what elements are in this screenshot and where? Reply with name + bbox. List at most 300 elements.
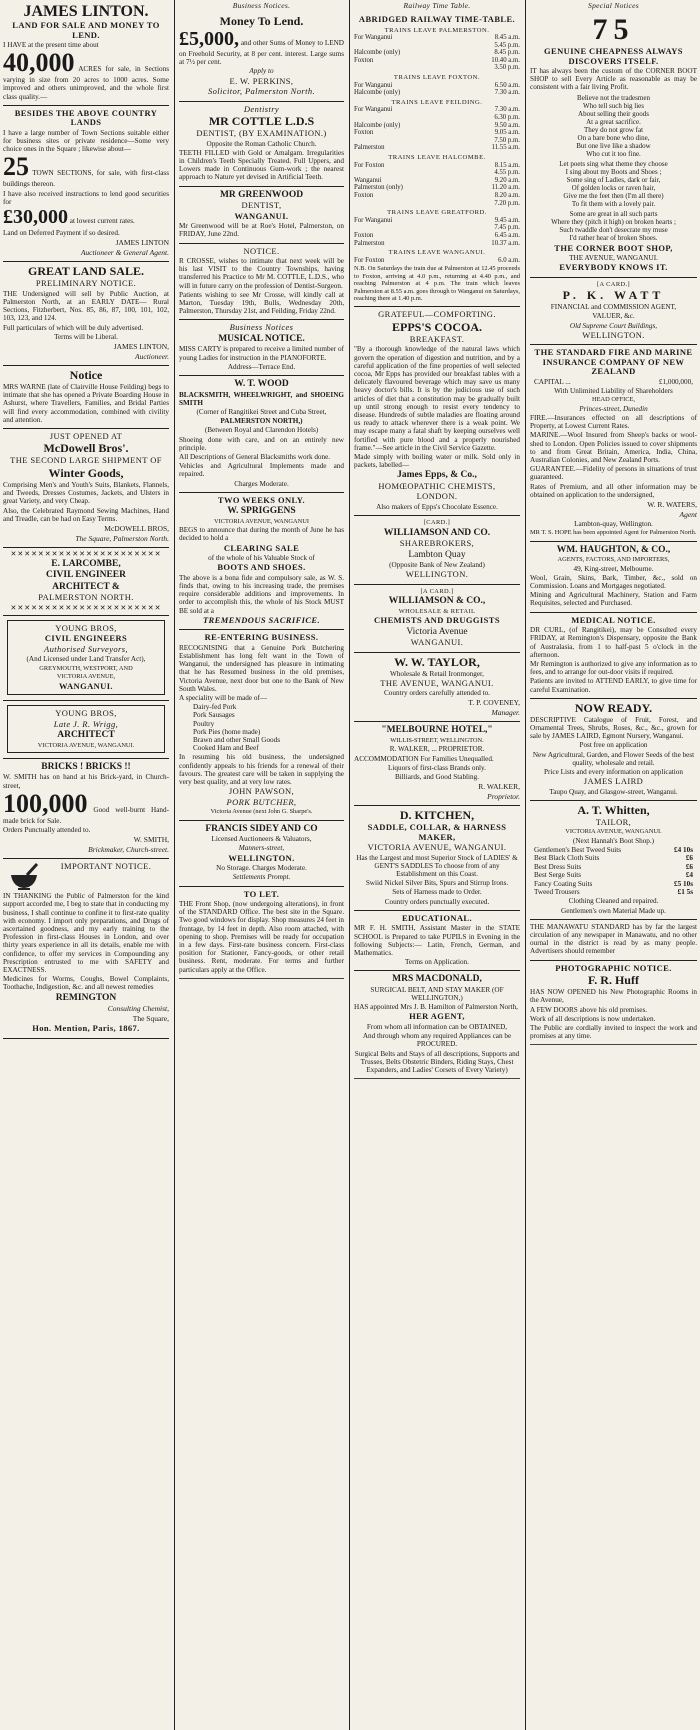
ad-line: (And Licensed under Land Transfer Act), xyxy=(26,655,146,664)
timetable-time: 8.15 a.m. xyxy=(494,161,520,169)
ad-sacrifice: TREMENDOUS SACRIFICE. xyxy=(202,614,321,625)
signature: E. W. PERKINS, xyxy=(229,75,294,86)
ad-line: CIVIL ENGINEER xyxy=(46,570,126,581)
poem xyxy=(530,210,697,242)
timetable-time: 11.55 a.m. xyxy=(491,144,520,152)
ad-haughton xyxy=(530,542,697,613)
ad-body: R CROSSE, wishes to intimate that next week will be his last VISIT to the Country Townships, having transferred his Practice to Mr M. COTTLE, L.D.S., who will in future carry on the profession of Dentist-Surgeon. xyxy=(179,257,344,290)
ad-body: Shoeing done with care, and on an entirely new principle. xyxy=(179,435,344,452)
poem-line: Where they (pitch it high) on broken hearts ; xyxy=(551,217,676,226)
ad-cottle xyxy=(179,102,344,187)
signature: JAMES LINTON xyxy=(115,238,169,248)
ad-address: VICTORIA AVENUE, WANGANUI xyxy=(214,517,309,525)
ad-trade: Wholesale & Retail Ironmonger, xyxy=(390,669,484,678)
ad-title: MR GREENWOOD xyxy=(219,189,304,200)
signature-title: Manager. xyxy=(491,708,520,718)
ad-kicker: Dentistry xyxy=(243,103,280,114)
ad-body: Gentlemen's own Material Made up. xyxy=(561,906,666,915)
column-2 xyxy=(176,0,347,1730)
timetable-title: ABRIDGED RAILWAY TIME-TABLE. xyxy=(358,14,516,24)
ad-name: A. T. Whitten, xyxy=(577,802,650,817)
ad-linton-land xyxy=(3,0,169,106)
ad-city: WELLINGTON. xyxy=(405,569,469,580)
ad-line: CIVIL ENGINEERS xyxy=(44,633,128,644)
ad-taylor xyxy=(354,653,520,723)
column-4 xyxy=(527,0,700,1730)
timetable-destination: Wanganui xyxy=(354,176,382,184)
column-3 xyxy=(351,0,523,1730)
ad-title: YOUNG BROS, xyxy=(55,622,117,633)
ad-title: E. LARCOMBE, xyxy=(51,558,121,569)
timetable-destination: Palmerston xyxy=(354,239,385,247)
timetable-time: 7.50 p.m. xyxy=(494,136,520,144)
ad-corner-boot-shop xyxy=(530,12,697,278)
timetable-row xyxy=(354,144,520,152)
ad-body: BLACKSMITH, WHEELWRIGHT, and SHOEING SMITH xyxy=(179,390,344,407)
list-item: Pork Sausages xyxy=(193,711,235,720)
ad-title: "MELBOURNE HOTEL," xyxy=(381,725,493,736)
ad-trade: CHEMISTS AND DRUGGISTS xyxy=(374,615,500,626)
ad-body: at lowest current rates. xyxy=(69,217,135,226)
ad-body: THE Undersigned will sell by Public Auction, at Palmerston North, at an EARLY DATE— Rural Sections, Fitzherbert, Nos. 85, 86, 87, 100, 101, 102, 103, 123, and 124. xyxy=(3,289,169,323)
ad-line: Late J. R. Wrigg, xyxy=(53,718,119,729)
ad-body: Orders Punctually attended to. xyxy=(3,826,91,835)
timetable-time: 10.40 a.m. xyxy=(491,56,520,64)
ad-card: [A CARD.] xyxy=(596,280,631,288)
ad-body: And through whom any required Appliances can be PROCURED. xyxy=(362,1032,512,1049)
ad-body: Medicines for Worms, Coughs, Bowel Complaints, Toothache, Indigestion, &c. and all newest remedies xyxy=(3,975,169,992)
ad-body: Country orders carefully attended to. xyxy=(384,689,490,698)
ad-tolet xyxy=(179,887,344,979)
sections-number: 25 xyxy=(3,152,29,182)
ad-terms: Terms will be Liberal. xyxy=(54,332,118,341)
ad-body: With Unlimited Liability of Shareholders xyxy=(554,387,673,396)
ad-greenwood xyxy=(179,187,344,244)
ad-title: RE-ENTERING BUSINESS. xyxy=(204,632,319,643)
poem-line: Let poets sing what theme they choose xyxy=(559,159,668,168)
timetable-row xyxy=(354,64,520,72)
ad-manawatu-standard xyxy=(530,920,697,961)
timetable-row xyxy=(354,49,520,57)
ad-subtitle: BREAKFAST. xyxy=(409,333,465,344)
price-item: Best Dress Suits xyxy=(534,862,582,871)
price-row xyxy=(530,854,697,862)
timetable-row xyxy=(354,217,520,225)
ad-body: W. SMITH has on hand at his Brick-yard, in Church-street, xyxy=(3,773,169,790)
signature-title: Solicitor, Palmerston North. xyxy=(207,86,316,97)
timetable-row xyxy=(354,200,520,208)
price-value: £5 10s xyxy=(674,879,693,888)
ad-warne xyxy=(3,366,169,429)
list-item: Pork Pies (home made) xyxy=(193,727,261,736)
timetable-destination: For Wanganui xyxy=(354,81,393,89)
poem-line: Who tell such big lies xyxy=(582,101,645,110)
ad-body: I have also received instructions to lend good securities for xyxy=(3,189,169,206)
ad-kicker: GRATEFUL—COMFORTING. xyxy=(378,309,496,320)
ad-huff xyxy=(530,961,697,1046)
star-border: ✕✕✕✕✕✕✕✕✕✕✕✕✕✕✕✕✕✕✕✕✕✕ xyxy=(10,549,162,558)
ad-body: IN THANKING the Public of Palmerston for the kind support accorded me, I beg to state that in conducting my business, I shall continue to confine it to first-rate quality with economy. I import only preparations, and Drugs of ascertained goodness, and my early training to the Profession in first-class Houses in London, and over thirty years experience in all its details, enable me with confidence, to offer my services in Compounding any Prescription entrusted to me with SAFETY and EXACTNESS. xyxy=(3,892,169,975)
signature: JOHN PAWSON, xyxy=(228,786,295,797)
timetable-destination: For Wanganui xyxy=(354,216,393,224)
ad-body: Patients wishing to see Mr Crosse, will kindly call at Marton, Tuesday 19th, Bulls, Wednesday 20th, Palmerston, Thursday 21st, and Feilding, Friday 22nd. xyxy=(179,290,344,316)
list-item: Cooked Ham and Beef xyxy=(193,744,259,753)
timetable-section-heading: TRAINS LEAVE GREATFORD. xyxy=(387,209,487,217)
signature-title: Consulting Chemist, xyxy=(107,1004,169,1014)
ad-stock: BOOTS AND SHOES. xyxy=(217,562,306,573)
capital-value: £1,000,000, xyxy=(658,377,693,386)
timetable-row xyxy=(354,192,520,200)
ad-whitten xyxy=(530,801,697,920)
ad-body: From whom all information can be OBTAINED, xyxy=(366,1022,508,1031)
poem xyxy=(530,94,697,158)
price-row xyxy=(530,846,697,854)
ad-title: McDowell Bros'. xyxy=(43,441,129,456)
ad-body: Sets of Harness made to Order. xyxy=(392,888,482,897)
timetable-section-heading: TRAINS LEAVE FOXTON. xyxy=(393,74,481,82)
ad-line: ARCHITECT & xyxy=(52,581,120,592)
ad-title: PHOTOGRAPHIC NOTICE. xyxy=(555,962,672,973)
ad-body: THE MANAWATU STANDARD has by far the largest circulation of any newspaper in Manawatu, and no other ournal in the district is read by as many people. Advertisers should remember xyxy=(530,922,697,956)
ad-title: JAMES LINTON. xyxy=(23,3,149,20)
timetable-time: 10.37 a.m. xyxy=(491,239,520,247)
price-row xyxy=(530,871,697,879)
timetable-row xyxy=(354,106,520,114)
timetable-time: 9.45 a.m. xyxy=(494,216,520,224)
ad-heading: IMPORTANT NOTICE. xyxy=(60,861,152,872)
price-row xyxy=(530,880,697,888)
poem-line: Such twaddle don't desecrate my muse xyxy=(559,225,668,234)
signature-title: Proprietor. xyxy=(487,792,520,802)
money-amount: £5,000, xyxy=(179,28,239,50)
timetable-body xyxy=(354,27,520,265)
money-amount: £30,000 xyxy=(3,206,68,229)
ad-firm: James Epps, & Co., xyxy=(397,470,477,481)
ad-body: Swiid Nickel Silver Bits, Spurs and Stirrup Irons. xyxy=(365,879,509,888)
ad-body: HAS appointed Mrs J. B. Hamilton of Palmerston North, xyxy=(354,1003,518,1012)
ad-body: Also, the Celebrated Raymond Sewing Machines, Hand and Treadle, can be had on Easy Terms. xyxy=(3,506,169,523)
ad-body: Land on Deferred Payment if so desired. xyxy=(3,229,120,238)
ad-title: TWO WEEKS ONLY. xyxy=(217,494,306,505)
ad-melbourne-hotel xyxy=(354,722,520,806)
ad-body: THE Front Shop, (now undergoing alterations), in front of the STANDARD Office. The best site in the Square. Two good windows for display. Shop measures 24 feet in frontage, by 14 feet in depth. Also room attached, with opening to shop. Premises will be ready for occupation in a few days. First-rate business concern. First-class position for Stationer, Fancy-goods, or other retail business. Rent, moderate. For terms and further particulars apply at the Office. xyxy=(179,900,344,974)
ad-williamson-sharebrokers xyxy=(354,516,520,585)
star-border: ✕✕✕✕✕✕✕✕✕✕✕✕✕✕✕✕✕✕✕✕✕✕ xyxy=(10,603,162,612)
signature: R. WALKER, xyxy=(478,782,520,792)
ad-body: of the whole of his Valuable Stock of xyxy=(208,554,315,563)
price-item: Fancy Coating Suits xyxy=(534,879,593,888)
ad-subtitle: DENTIST, xyxy=(241,200,282,211)
ad-goods: Winter Goods, xyxy=(48,465,124,480)
ad-card: [A CARD.] xyxy=(420,587,454,595)
signature: JAMES LINTON, xyxy=(113,341,169,351)
ad-line: WELLINGTON. xyxy=(228,852,295,863)
ad-address: (Between Royal and Clarendon Hotels) xyxy=(204,426,319,435)
column-rule xyxy=(349,0,350,1730)
ad-city: WELLINGTON. xyxy=(582,329,645,340)
poem-line: Believe not the tradesmen xyxy=(577,93,650,102)
poem-line: On a bare bone who dine, xyxy=(577,133,650,142)
boot-shop-logo: 75 xyxy=(592,13,635,46)
signature-title: Auctioneer & General Agent. xyxy=(80,248,169,258)
price-value: £1 5s xyxy=(677,888,693,896)
ad-title: MR COTTLE L.D.S xyxy=(208,114,315,129)
ad-body: Made simply with boiling water or milk. Sold only in packets, labelled— xyxy=(354,452,520,470)
ad-address: Old Supreme Court Buildings, xyxy=(569,321,658,330)
ad-trade: WHOLESALE & RETAIL xyxy=(398,607,476,615)
list-item: Dairy-fed Pork xyxy=(193,703,237,712)
ad-name: D. KITCHEN, xyxy=(399,808,475,823)
ad-line: No Storage. Charges Moderate. xyxy=(216,864,307,873)
ad-epps xyxy=(354,307,520,516)
timetable-time: 9.50 a.m. xyxy=(494,121,520,129)
timetable-destination: For Wanganui xyxy=(354,34,393,42)
ad-pawson xyxy=(179,630,344,820)
ad-title: YOUNG BROS, xyxy=(55,708,117,718)
ad-address: 49, King-street, Melbourne. xyxy=(573,564,654,573)
ad-firm-line: Also makers of Epps's Chocolate Essence. xyxy=(376,502,498,511)
timetable-time: 11.20 a.m. xyxy=(491,184,520,192)
ad-title: THE STANDARD FIRE AND MARINE INSURANCE COMPANY OF NEW ZEALAND xyxy=(534,347,693,377)
ad-name: W. W. TAYLOR, xyxy=(394,654,480,669)
ad-body: Billiards, and Good Stabling. xyxy=(394,772,480,781)
timetable-note: N.B. On Saturdays the train due at Palmerston at 12.45 proceeds to Foxton, arriving at 4.0 p.m., returning at 4.40 p.m., and reaching Palmerston at 4 p.m. The train which leaves Palmerston at 8.55 a.m. goes through to Wanganui on Saturdays, reaching there at 1.40 p.m. xyxy=(354,265,520,302)
ad-crosse xyxy=(179,244,344,321)
ad-line: Authorised Surveyors, xyxy=(44,643,128,654)
poem xyxy=(530,160,697,208)
ad-slogan: EVERYBODY KNOWS IT. xyxy=(559,262,668,273)
column-header: Special Notices xyxy=(588,1,639,10)
poem-line: To fit them with a lovely pair. xyxy=(571,199,656,208)
price-item: Best Serge Suits xyxy=(534,871,581,880)
list-item: Poultry xyxy=(193,719,215,728)
timetable-time: 8.45 p.m. xyxy=(494,49,520,57)
ad-body: Country orders punctually executed. xyxy=(384,897,490,906)
ad-body: MR F. H. SMITH, Assistant Master in the STATE SCHOOL is Prepared to take PUPILS in Evening in the following Subjects:— Latin, French, German, and Mathematics. xyxy=(354,924,520,957)
ad-sale: CLEARING SALE xyxy=(223,542,300,553)
ad-body: Patients are invited to ATTEND EARLY, to give time for careful Examination. xyxy=(530,677,697,694)
ad-young-engineers xyxy=(3,616,169,701)
ad-body: I HAVE at the present time about xyxy=(3,41,99,49)
list-item: Brawn and other Small Goods xyxy=(193,736,281,745)
price-item: Tweed Trousers xyxy=(534,888,580,896)
ad-body: DESCRIPTIVE Catalogue of Fruit, Forest, and Ornamental Trees, Shrubs, Roses, &c., &c., grown for sale by JAMES LAIRD, Egmont Nursery, Wanganui. xyxy=(530,715,697,741)
timetable-row xyxy=(354,89,520,97)
timetable-time: 3.50 p.m. xyxy=(494,64,520,72)
ad-body: Mr Remington is authorized to give any information as to fees, and to arrange for out-door visits if required. xyxy=(530,659,697,677)
timetable-destination: Halcombe (only) xyxy=(354,49,401,57)
timetable-destination: Halcombe (only) xyxy=(354,121,401,129)
ad-title: Money To Lend. xyxy=(219,14,304,28)
bricks-number: 100,000 xyxy=(3,788,88,818)
ad-title: BRICKS ! BRICKS !! xyxy=(41,761,131,772)
ad-trade: SURGICAL BELT, AND STAY MAKER (OF WELLINGTON,) xyxy=(370,985,504,1003)
poem-line: They do not grow fat xyxy=(583,125,644,134)
price-item: Gentlemen's Best Tweed Suits xyxy=(534,845,622,854)
ad-office: HEAD OFFICE, xyxy=(592,396,635,404)
timetable-destination: Foxton xyxy=(354,191,374,199)
ad-subtitle: PRELIMINARY NOTICE. xyxy=(35,278,137,289)
timetable-row xyxy=(354,122,520,130)
timetable-time: 9.05 a.m. xyxy=(494,129,520,137)
column-rule xyxy=(174,0,175,1730)
ad-title: NOTICE. xyxy=(243,245,280,256)
timetable-row xyxy=(354,177,520,185)
ad-name: WM. HAUGHTON, & CO., xyxy=(556,544,671,555)
ad-wood xyxy=(179,376,344,493)
price-value: £4 xyxy=(685,871,693,880)
capital-label: CAPITAL ... xyxy=(534,377,571,386)
ad-place: THE AVENUE, WANGANUI. xyxy=(380,677,494,688)
ad-body: FIRE.—Insurances effected on all descriptions of Property, at Lowest Current Rates. xyxy=(530,414,697,431)
ad-body: Wool, Grain, Skins, Bark, Timber, &c., sold on Commission. Loans and Mortgages negotiated. xyxy=(530,573,697,590)
ad-body: Comprising Men's and Youth's Suits, Blankets, Flannels, and Tweeds, Dresses Costumes, Jackets, and Ulsters in great Variety, and very Cheap. xyxy=(3,480,169,506)
timetable-row xyxy=(354,82,520,90)
poem-line: Give me the feet then (I'm all there) xyxy=(563,191,664,200)
acres-number: 40,000 xyxy=(3,48,75,78)
poem-line: Some are great in all such parts xyxy=(569,209,658,218)
ad-firm-line: HOMŒOPATHIC CHEMISTS, xyxy=(378,480,496,491)
signature: T. P. COVENEY, xyxy=(468,698,520,708)
timetable-section-heading: TRAINS LEAVE PALMERSTON. xyxy=(384,26,490,34)
ad-kicker: JUST OPENED AT xyxy=(49,430,123,441)
ad-apply: Apply to xyxy=(249,67,274,76)
poem-line: Of golden locks or raven hair, xyxy=(571,183,656,192)
signature-title: Brickmaker, Church-street. xyxy=(88,845,169,855)
ad-medical-notice xyxy=(530,613,697,699)
timetable-row xyxy=(354,129,520,137)
timetable-section-heading: TRAINS LEAVE WANGANUI. xyxy=(388,249,486,257)
ad-williamson-chemists xyxy=(354,585,520,653)
ad-address: (Next Hannah's Boot Shop.) xyxy=(572,836,655,845)
timetable-row xyxy=(354,224,520,232)
poem-line: Some sing of Ladies, dark or fair, xyxy=(566,175,661,184)
timetable-row xyxy=(354,34,520,42)
ad-address: WILLIS-STREET, WELLINGTON. xyxy=(390,736,484,744)
poem-line: I'd rather hear of broken Shoes. xyxy=(569,233,658,242)
signature-address: Lambton-quay, Wellington. xyxy=(574,520,653,529)
ad-body: DR CURL, (of Rangitikei), may be Consulted every FRIDAY, at Remington's Dispensary, opposite the Bank of Australasia, from 1 to half-past 5 o'clock in the afternoon. xyxy=(530,626,697,659)
ad-subtitle: DENTIST, (BY EXAMINATION.) xyxy=(196,128,327,139)
timetable-time: 7.20 p.m. xyxy=(494,199,520,207)
ad-macdonald xyxy=(354,971,520,1079)
ad-musical xyxy=(179,320,344,376)
signature-title: PORK BUTCHER, xyxy=(226,796,297,807)
ad-body: Post free on application xyxy=(579,741,648,750)
ad-trade: SHAREBROKERS, xyxy=(399,538,475,548)
mortar-pestle-icon xyxy=(7,863,41,891)
ad-body: IT has always been the custom of the CORNER BOOT SHOP to sell Every Article as reasonable as may be consistent with a fair living Profit. xyxy=(530,67,697,92)
ad-body: and other Sums of Money to LEND on Freehold Security, at 8 per cent. interest. Large sums at 7½ per cent. xyxy=(179,39,344,67)
timetable-destination: Halcombe (only) xyxy=(354,89,401,97)
signature: REMINGTON xyxy=(55,992,117,1003)
column-header: Business Notices. xyxy=(232,1,291,10)
timetable-row xyxy=(354,184,520,192)
ad-body: TEETH FILLED with Gold or Amalgam. Irregularities in Children's Teeth Specially Treated. Full Uppers, and Lowers made in Continuous Gum-work ; the nearest approach to Nature yet devised in Artificial Teeth. xyxy=(179,148,344,182)
ad-trade: SADDLE, COLLAR, & HARNESS MAKER, xyxy=(367,822,507,842)
ad-body: MARINE.—Wool Insured from Sheep's backs or wool-shed to London. Open Policies issued to cover shipments to and from Great Britain, America, India, China, Australian Colonies, and New Zealand Ports. xyxy=(530,431,697,465)
ad-kicker: Business Notices xyxy=(229,322,294,333)
signature: JAMES LAIRD xyxy=(583,776,644,787)
ad-body: ACRES for sale, in Sections varying in size from 20 acres to 1000 acres. Some improved and others unimproved, and the whole first class quality.— xyxy=(3,65,169,101)
timetable-section-heading: TRAINS LEAVE FEILDING. xyxy=(391,98,483,106)
ad-laird xyxy=(530,699,697,801)
ad-body: I have a large number of Town Sections suitable either for business sites or private residence—Some very choice ones in the Square ; likewise about— xyxy=(3,128,169,154)
ad-body: Work of all descriptions is now undertaken. xyxy=(530,1014,656,1023)
ad-body: Clothing Cleaned and repaired. xyxy=(568,897,659,906)
ad-address: PALMERSTON NORTH,) xyxy=(220,417,303,426)
ad-title: GREAT LAND SALE. xyxy=(28,264,144,279)
ad-body: BEGS to announce that during the month of June he has decided to hold a xyxy=(179,526,344,543)
ad-address: Address—Terrace End. xyxy=(227,362,296,371)
ad-watt xyxy=(530,278,697,346)
ad-body: Has the Largest and most Superior Stock of LADIES' & GENT'S SADDLES To choose from of any Establishment on this Coast. xyxy=(356,853,518,879)
ad-body: "By a thorough knowledge of the natural laws which govern the operation of digestion and nutrition, and by a careful application of the fine properties of well selected cocoa, Mr Epps has provided our breakfast tables with a delicately flavoured beverage which may save us many heavy doctor's bills. It is by the judicious use of such articles of diet that a constitution may be gradually built up until strong enough to resist every tendency to disease. Hundreds of subtle maladies are floating around us ready to attack wherever there is a weak point. We may escape many a fatal shaft by keeping ourselves well fortified with pure blood and a properly nourished frame."—See article in the Civil Service Gazette. xyxy=(354,345,520,452)
ad-body: Rates of Premium, and all other information may be obtained on application to the undersigned, xyxy=(530,482,697,499)
ad-title: W. T. WOOD xyxy=(234,379,289,390)
ad-trade: TAILOR, xyxy=(595,816,632,827)
price-item: Best Black Cloth Suits xyxy=(534,854,600,863)
timetable-destination: Palmerston xyxy=(354,144,385,152)
timetable-time: 6.50 a.m. xyxy=(494,81,520,89)
ad-agent: HER AGENT, xyxy=(409,1011,465,1022)
signature: THE CORNER BOOT SHOP, xyxy=(554,242,673,253)
signature: W. SMITH, xyxy=(133,835,169,845)
ad-title: EDUCATIONAL. xyxy=(401,912,473,923)
timetable-time: 8.20 a.m. xyxy=(494,191,520,199)
timetable-time: 7.30 a.m. xyxy=(494,106,520,114)
timetable-row xyxy=(354,240,520,248)
ad-trade: FINANCIAL and COMMISSION AGENT, xyxy=(550,303,677,312)
ad-body: Mr Greenwood will be at Roe's Hotel, Palmerston, on FRIDAY, June 22nd. xyxy=(179,222,344,239)
price-value: £4 10s xyxy=(674,845,693,854)
timetable-destination: Foxton xyxy=(354,231,374,239)
timetable-time: 6.0 a.m. xyxy=(498,256,520,264)
ad-place: VICTORIA AVENUE, WANGANUI. xyxy=(565,828,662,836)
ad-card: [CARD.] xyxy=(423,519,451,527)
ad-perkins xyxy=(179,12,344,102)
timetable-section-heading: TRAINS LEAVE HALCOMBE. xyxy=(388,154,486,161)
timetable-row xyxy=(354,114,520,122)
ad-heading: BESIDES THE ABOVE COUNTRY LANDS xyxy=(14,107,158,128)
ad-line: GREYMOUTH, WESTPORT, AND xyxy=(39,664,133,672)
ad-kitchen xyxy=(354,806,520,911)
ad-line: Manners-street, xyxy=(238,844,285,853)
timetable-time: 7.45 p.m. xyxy=(494,224,520,232)
timetable-row xyxy=(354,57,520,65)
ad-young-architect xyxy=(3,701,169,759)
ad-title: NOW READY. xyxy=(574,700,653,715)
ad-name: W. SPRIGGENS xyxy=(227,506,296,517)
timetable-destination: Palmerston (only) xyxy=(354,184,403,192)
ad-title: TO LET. xyxy=(243,888,280,899)
signature: W. R. WATERS, xyxy=(647,500,697,510)
ad-larcombe xyxy=(3,548,169,616)
ad-title: EPPS'S COCOA. xyxy=(391,319,482,334)
ad-name: P. K. WATT xyxy=(562,288,665,303)
signature-address: Taupo Quay, and Glasgow-street, Wanganui. xyxy=(549,787,678,796)
poem-line: At a great sacrifice. xyxy=(586,117,641,126)
ad-body: The above is a bona fide and compulsory sale, as W. S. finds that, owing to his increasing trade, the premises require considerable additions and improvements. In order to accomplish this, the whole of his Stock MUST BE sold at a xyxy=(179,573,344,615)
ad-subtitle: THE SECOND LARGE SHIPMENT OF xyxy=(10,455,162,466)
ad-body: MISS CARTY is prepared to receive a limited number of young Ladies for instruction in the PIANOFORTE. xyxy=(179,345,344,362)
timetable-row xyxy=(354,232,520,240)
ad-title: Notice xyxy=(69,367,103,382)
column-header: Railway Time Table. xyxy=(403,1,471,10)
ad-place: WANGANUI. xyxy=(234,210,289,221)
ad-line: PALMERSTON NORTH. xyxy=(38,592,134,603)
ad-title: FRANCIS SIDEY AND CO xyxy=(205,823,318,834)
